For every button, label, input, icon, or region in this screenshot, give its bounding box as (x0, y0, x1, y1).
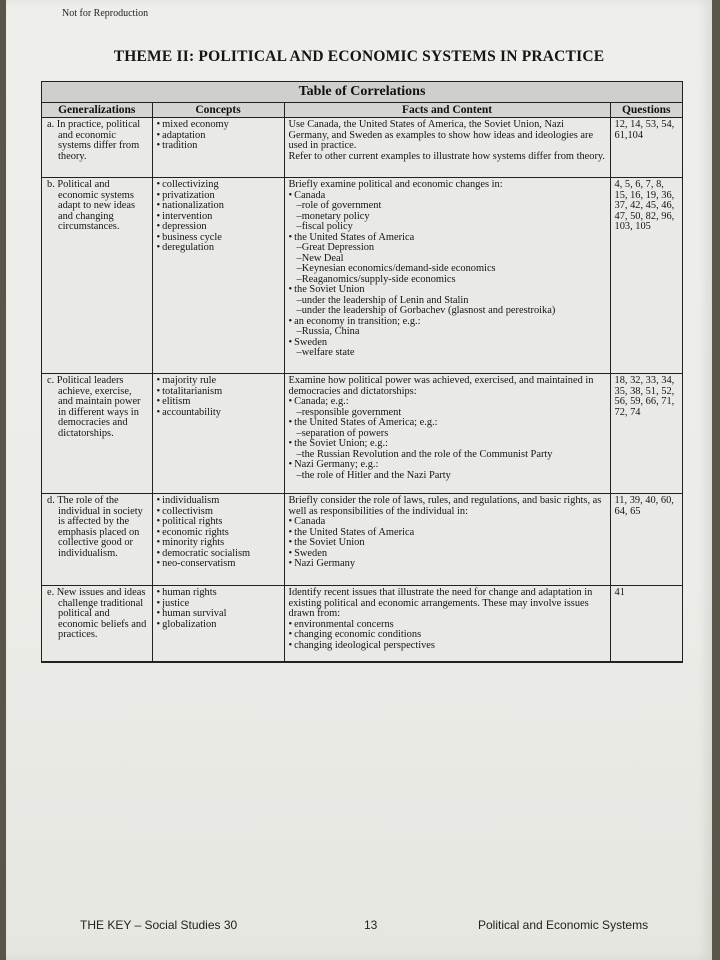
facts-cell (284, 586, 610, 662)
facts-bullet: • environmental concerns (289, 620, 606, 631)
correlations-table-box (41, 81, 683, 663)
concept-item: • minority rights (157, 538, 280, 549)
concept-item: • deregulation (157, 243, 280, 254)
facts-subitem: – the role of Hitler and the Nazi Party (289, 471, 606, 482)
concept-item: • accountability (157, 408, 280, 419)
facts-cell (284, 118, 610, 178)
concept-item: • adaptation (157, 131, 280, 142)
facts-subitem: – Great Depression (289, 243, 606, 254)
concept-item: • democratic socialism (157, 549, 280, 560)
facts-paragraph: Refer to other current examples to illustrate how systems differ from theory. (288, 150, 606, 162)
document-page (6, 0, 712, 960)
table-row (42, 118, 682, 178)
facts-paragraph: Briefly examine political and economic changes in: (288, 179, 503, 190)
header-questions: Questions (610, 103, 682, 118)
facts-bullet: • Nazi Germany; e.g.: (289, 460, 606, 471)
concept-item: • business cycle (157, 233, 280, 244)
questions-cell: 18, 32, 33, 34, 35, 38, 51, 52, 56, 59, 66, 71, 72, 74 (610, 374, 682, 494)
facts-paragraph: Identify recent issues that illustrate the need for change and adaptation in existing political and economic arrangements. These may involve issues drawn from: (288, 587, 593, 619)
concepts-cell (152, 586, 284, 662)
header-facts: Facts and Content (284, 103, 610, 118)
concept-item: • nationalization (157, 201, 280, 212)
facts-subitem: – under the leadership of Gorbachev (glasnost and perestroika) (289, 306, 606, 317)
facts-bullet: • Canada (289, 517, 606, 528)
table-row (42, 494, 682, 586)
table-row (42, 178, 682, 374)
facts-bullet: • the Soviet Union; e.g.: (289, 439, 606, 450)
concept-item: • economic rights (157, 528, 280, 539)
concept-item: • elitism (157, 397, 280, 408)
concept-item: • mixed economy (157, 120, 280, 131)
facts-subitem: – the Russian Revolution and the role of the Communist Party (289, 450, 606, 461)
facts-bullet: • the United States of America (289, 528, 606, 539)
facts-subitem: – fiscal policy (289, 222, 606, 233)
concept-item: • justice (157, 599, 280, 610)
header-concepts: Concepts (152, 103, 284, 118)
facts-subitem: – responsible government (289, 408, 606, 419)
facts-bullet: • Canada; e.g.: (289, 397, 606, 408)
facts-bullet: • Sweden (289, 338, 606, 349)
concepts-cell (152, 494, 284, 586)
facts-subitem: – Russia, China (289, 327, 606, 338)
facts-cell (284, 494, 610, 586)
concept-item: • human survival (157, 609, 280, 620)
table-row (42, 374, 682, 494)
facts-subitem: – Reaganomics/supply-side economics (289, 275, 606, 286)
reproduction-notice: Not for Reproduction (62, 8, 149, 19)
facts-paragraph: Examine how political power was achieved, exercised, and maintained in democracies and dictatorships: (288, 375, 594, 397)
concepts-cell (152, 178, 284, 374)
facts-paragraph: Use Canada, the United States of America, the Soviet Union, Nazi Germany, and Sweden as examples to show how ideas and ideologies are used in practice. (288, 119, 594, 151)
facts-cell (284, 374, 610, 494)
concept-item: • individualism (157, 496, 280, 507)
footer-section-title: Political and Economic Systems (478, 918, 649, 932)
facts-bullet: • Nazi Germany (289, 559, 606, 570)
generalization-cell: b. Political and economic systems adapt to new ideas and changing circumstances. (42, 178, 152, 374)
facts-bullet: • the United States of America; e.g.: (289, 418, 606, 429)
questions-cell: 12, 14, 53, 54, 61,104 (610, 118, 682, 178)
facts-bullet: • an economy in transition; e.g.: (289, 317, 606, 328)
facts-subitem: – Keynesian economics/demand-side economics (289, 264, 606, 275)
concept-item: • human rights (157, 588, 280, 599)
footer-page-number: 13 (364, 918, 378, 932)
concepts-cell (152, 374, 284, 494)
concept-item: • majority rule (157, 376, 280, 387)
concept-item: • privatization (157, 191, 280, 202)
questions-cell: 4, 5, 6, 7, 8, 15, 16, 19, 36, 37, 42, 45, 46, 47, 50, 82, 96, 103, 105 (610, 178, 682, 374)
table-caption: Table of Correlations (42, 82, 682, 103)
concept-item: • neo-conservatism (157, 559, 280, 570)
facts-subitem: – under the leadership of Lenin and Stalin (289, 296, 606, 307)
facts-subitem: – separation of powers (289, 429, 606, 440)
generalization-cell: d. The role of the individual in society is affected by the emphasis placed on collective good or individualism. (42, 494, 152, 586)
facts-subitem: – New Deal (289, 254, 606, 265)
concept-item: • political rights (157, 517, 280, 528)
generalization-cell: e. New issues and ideas challenge traditional political and economic beliefs and practices. (42, 586, 152, 662)
concept-item: • tradition (157, 141, 280, 152)
questions-cell: 11, 39, 40, 60, 64, 65 (610, 494, 682, 586)
facts-bullet: • changing ideological perspectives (289, 641, 606, 652)
facts-subitem: – role of government (289, 201, 606, 212)
generalization-cell: a. In practice, political and economic systems differ from theory. (42, 118, 152, 178)
header-generalizations: Generalizations (42, 103, 152, 118)
facts-bullet: • Canada (289, 191, 606, 202)
facts-bullet: • the United States of America (289, 233, 606, 244)
facts-bullet: • Sweden (289, 549, 606, 560)
concept-item: • totalitarianism (157, 387, 280, 398)
facts-cell (284, 178, 610, 374)
facts-bullet: • the Soviet Union (289, 285, 606, 296)
concepts-cell (152, 118, 284, 178)
page-title: THEME II: POLITICAL AND ECONOMIC SYSTEMS IN PRACTICE (113, 48, 605, 65)
concept-item: • globalization (157, 620, 280, 631)
correlations-table (42, 103, 682, 662)
concept-item: • collectivizing (157, 180, 280, 191)
table-header-row (42, 103, 682, 118)
footer-book-title: THE KEY – Social Studies 30 (80, 918, 238, 932)
facts-subitem: – monetary policy (289, 212, 606, 223)
concept-item: • depression (157, 222, 280, 233)
facts-bullet: • the Soviet Union (289, 538, 606, 549)
facts-bullet: • changing economic conditions (289, 630, 606, 641)
table-row (42, 586, 682, 662)
generalization-cell: c. Political leaders achieve, exercise, and maintain power in different ways in democracies and dictatorships. (42, 374, 152, 494)
questions-cell: 41 (610, 586, 682, 662)
facts-paragraph: Briefly consider the role of laws, rules, and regulations, and basic rights, as well as responsibilities of the individual in: (288, 495, 602, 517)
facts-subitem: – welfare state (289, 348, 606, 359)
concept-item: • collectivism (157, 507, 280, 518)
concept-item: • intervention (157, 212, 280, 223)
